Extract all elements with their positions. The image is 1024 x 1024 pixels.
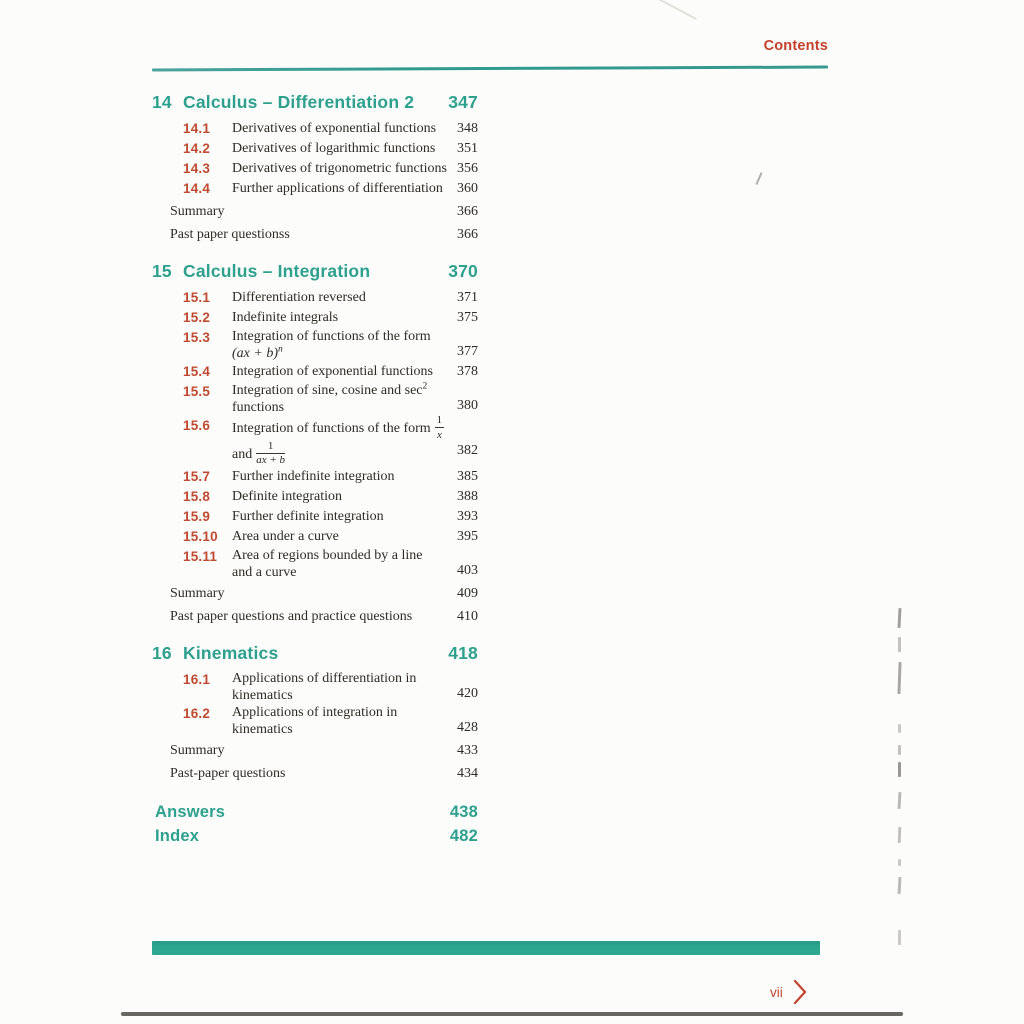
section-title-line1: Area of regions bounded by a line <box>232 548 423 563</box>
back-matter <box>155 800 478 848</box>
chapter-title: Kinematics <box>183 643 279 663</box>
section-page-number: 348 <box>457 121 478 136</box>
toc-entry <box>152 308 478 328</box>
toc-entry <box>152 139 478 159</box>
section-title-line1: Applications of integration in <box>232 705 398 720</box>
section-title: Indefinite integrals <box>232 310 339 325</box>
toc-extra-row <box>152 202 478 222</box>
chapter-page-number: 347 <box>448 92 478 112</box>
section-page-number: 428 <box>457 720 478 735</box>
section-title-line2: and $\frac{1}{ax + b}$ <box>232 439 286 466</box>
index-row <box>155 824 478 848</box>
section-title: Further applications of differentiation <box>232 181 443 196</box>
section-page-number: 403 <box>457 563 478 578</box>
section-page-number: 356 <box>457 161 478 176</box>
chapter-title: Calculus – Differentiation 2 <box>183 92 415 112</box>
extra-label: Summary <box>170 204 225 219</box>
section-title: Further definite integration <box>232 509 384 524</box>
section-page-number: 385 <box>457 469 478 484</box>
extra-label: Summary <box>170 743 225 758</box>
fraction-one-over-ax-plus-b: $\frac{1}{ax + b}$ <box>256 439 286 466</box>
extra-label: Past paper questionss <box>170 227 290 242</box>
section-page-number: 388 <box>457 489 478 504</box>
extra-label: Summary <box>170 586 225 601</box>
section-number: 14.4 <box>183 181 211 196</box>
section-number: 15.6 <box>183 418 211 433</box>
toc-entry <box>152 487 478 507</box>
section-number: 15.10 <box>183 529 218 544</box>
table-of-contents <box>152 92 478 848</box>
extra-page-number: 434 <box>457 766 478 781</box>
section-title: Differentiation reversed <box>232 290 366 305</box>
section-title-line2: functions <box>232 400 285 415</box>
toc-entry <box>152 119 478 139</box>
section-page-number: 380 <box>457 398 478 413</box>
section-number: 15.3 <box>183 330 211 345</box>
toc-entry <box>152 288 478 308</box>
toc-extra-row <box>152 584 478 604</box>
chapter-14-block <box>152 92 478 245</box>
chapter-number: 15 <box>152 261 172 281</box>
section-title-line1: Integration of sine, cosine and $\sec^2$ <box>232 381 428 398</box>
scan-artifact-page-edge <box>121 1012 903 1016</box>
answers-row <box>155 800 478 824</box>
extra-page-number: 433 <box>457 743 478 758</box>
back-matter-label: Index <box>155 827 200 845</box>
extra-page-number: 410 <box>457 609 478 624</box>
section-title-line2: and a curve <box>232 565 297 580</box>
section-page-number: 378 <box>457 364 478 379</box>
contents-header-label: Contents <box>763 38 828 54</box>
extra-label: Past-paper questions <box>170 766 286 781</box>
section-page-number: 420 <box>457 686 478 701</box>
section-number: 15.5 <box>183 384 211 399</box>
section-page-number: 360 <box>457 181 478 196</box>
chapter-heading <box>152 92 478 112</box>
section-number: 15.11 <box>183 549 218 564</box>
section-page-number: 375 <box>457 310 478 325</box>
scan-artifact-smudge <box>643 0 697 19</box>
section-page-number: 371 <box>457 290 478 305</box>
back-matter-label: Answers <box>155 803 226 821</box>
extra-label: Past paper questions and practice questions <box>170 609 413 624</box>
section-title: Derivatives of logarithmic functions <box>232 141 436 156</box>
toc-extra-row <box>152 764 478 784</box>
back-matter-page-number: 438 <box>449 803 478 821</box>
toc-extra-row <box>152 741 478 761</box>
chevron-right-icon <box>792 978 808 1006</box>
fraction-one-over-x: $\frac{1}{x}$ <box>436 414 443 441</box>
section-number: 14.1 <box>183 121 211 136</box>
toc-extra-row <box>152 607 478 627</box>
section-title: Definite integration <box>232 489 343 504</box>
toc-entry <box>152 670 478 704</box>
section-number: 15.4 <box>183 364 211 379</box>
section-title: Derivatives of trigonometric functions <box>232 161 447 176</box>
section-title-line2: (ax + b)$^n$ <box>232 344 283 361</box>
chapter-heading <box>152 261 478 281</box>
page-number-roman: vii <box>770 984 783 1000</box>
superscript-2: 2 <box>422 381 428 392</box>
section-title-line1: Applications of differentiation in <box>232 671 417 686</box>
section-number: 15.7 <box>183 469 211 484</box>
section-title-line1: Integration of functions of the form $\frac{1}{x}$ <box>232 414 443 441</box>
toc-extra-row <box>152 225 478 245</box>
extra-page-number: 366 <box>457 227 478 242</box>
section-title-line2: kinematics <box>232 722 293 737</box>
section-title-line2: kinematics <box>232 688 293 703</box>
toc-entry <box>152 527 478 547</box>
section-title: Derivatives of exponential functions <box>232 121 437 136</box>
section-number: 15.8 <box>183 489 211 504</box>
toc-entry <box>152 704 478 738</box>
toc-entry <box>152 179 478 199</box>
section-number: 15.2 <box>183 310 211 325</box>
section-title-line1: Integration of functions of the form <box>232 329 431 344</box>
toc-entry <box>152 547 478 581</box>
scan-artifact-corner-shade <box>119 986 231 1012</box>
chapter-page-number: 370 <box>448 261 478 281</box>
section-page-number: 395 <box>457 529 478 544</box>
toc-entry <box>152 467 478 487</box>
toc-entry <box>152 328 478 362</box>
header-rule <box>152 66 828 71</box>
section-title: Integration of exponential functions <box>232 364 433 379</box>
toc-entry <box>152 362 478 382</box>
extra-page-number: 366 <box>457 204 478 219</box>
chapter-16-block <box>152 643 478 784</box>
section-title: Further indefinite integration <box>232 469 395 484</box>
toc-entry <box>152 507 478 527</box>
section-page-number: 393 <box>457 509 478 524</box>
toc-entry <box>152 382 478 416</box>
section-number: 16.2 <box>183 706 211 721</box>
chapter-15-block <box>152 261 478 627</box>
extra-page-number: 409 <box>457 586 478 601</box>
section-number: 16.1 <box>183 672 211 687</box>
chapter-title: Calculus – Integration <box>183 261 371 281</box>
section-title: Area under a curve <box>232 529 339 544</box>
toc-entry <box>152 416 478 467</box>
scan-artifact-slash <box>755 172 762 185</box>
superscript-n: n <box>278 344 283 355</box>
chapter-page-number: 418 <box>448 643 478 663</box>
toc-entry <box>152 159 478 179</box>
section-page-number: 351 <box>457 141 478 156</box>
footer-teal-bar <box>152 941 820 955</box>
chapter-number: 16 <box>152 643 172 663</box>
section-page-number: 377 <box>457 344 478 359</box>
section-number: 14.3 <box>183 161 211 176</box>
back-matter-page-number: 482 <box>449 827 478 845</box>
chapter-heading <box>152 643 478 663</box>
section-number: 15.1 <box>183 290 211 305</box>
section-number: 15.9 <box>183 509 211 524</box>
chapter-number: 14 <box>152 92 172 112</box>
section-page-number: 382 <box>457 443 478 458</box>
page-marker <box>770 978 808 1006</box>
section-number: 14.2 <box>183 141 211 156</box>
